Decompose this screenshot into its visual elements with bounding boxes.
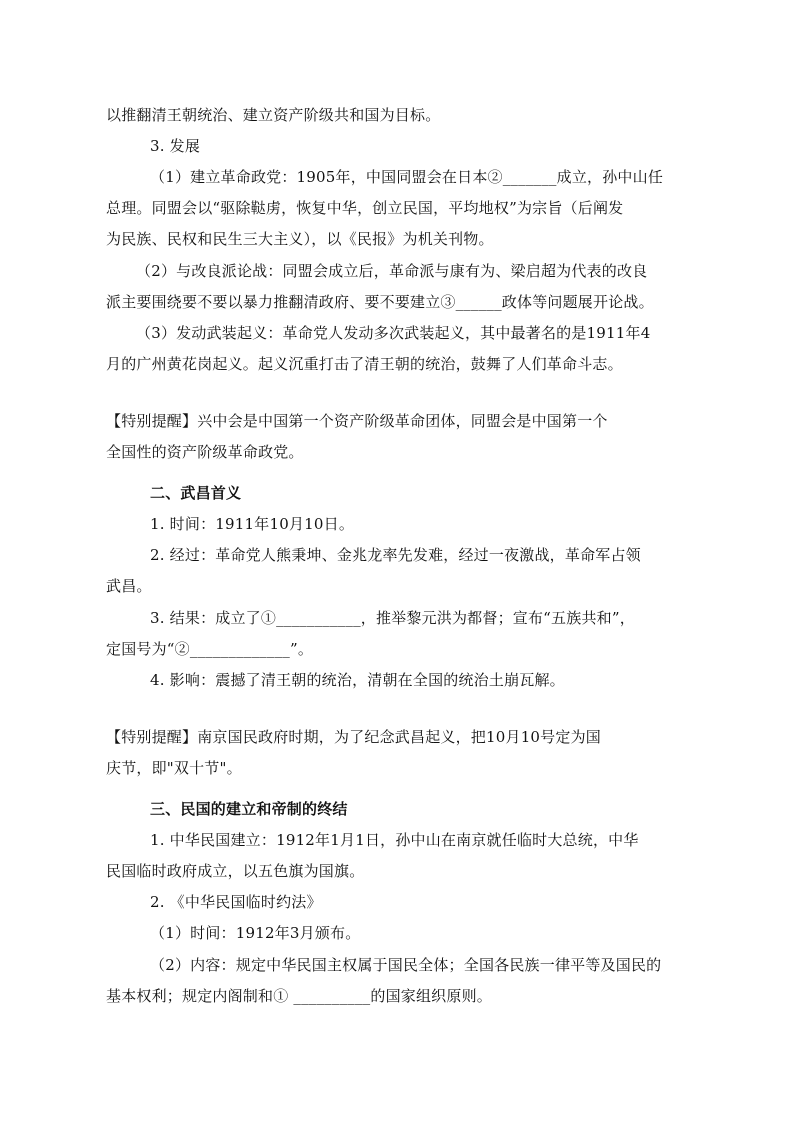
text-line: 派主要围绕要不要以暴力推翻清政府、要不要建立③______政体等问题展开论战。 — [106, 293, 654, 311]
text-line: 4. 影响：震撼了清王朝的统治，清朝在全国的统治土崩瓦解。 — [150, 671, 565, 689]
text-line: 2. 经过：革命党人熊秉坤、金兆龙率先发难，经过一夜激战，革命军占领 — [150, 546, 641, 564]
text-line: 为民族、民权和民生三大主义），以《民报》为机关刊物。 — [106, 230, 494, 248]
special-reminder-2-cont: 庆节，即"双十节"。 — [106, 759, 242, 777]
text-line: （1）时间：1912年3月颁布。 — [150, 924, 361, 942]
text-line: （3）发动武装起义：革命党人发动多次武装起义，其中最著名的是1911年4 — [136, 324, 651, 342]
text-line: 1. 中华民国建立：1912年1月1日，孙中山在南京就任临时大总统，中华 — [150, 831, 639, 849]
text-line: 1. 时间：1911年10月10日。 — [150, 515, 355, 533]
text-line: （2）内容：规定中华民国主权属于国民全体；全国各民族一律平等及国民的 — [150, 956, 662, 974]
section-heading-republic: 三、民国的建立和帝制的终结 — [150, 800, 348, 818]
text-line: 总理。同盟会以“驱除鞑虏，恢复中华，创立民国，平均地权”为宗旨（后阐发 — [106, 199, 624, 217]
text-line: 定国号为“②_____________”。 — [106, 640, 314, 658]
text-line: 武昌。 — [106, 577, 152, 595]
text-line: 基本权利；规定内阁制和① __________的国家组织原则。 — [106, 987, 492, 1005]
text-line: 月的广州黄花岗起义。起义沉重打击了清王朝的统治，鼓舞了人们革命斗志。 — [106, 355, 623, 373]
text-line: 以推翻清王朝统治、建立资产阶级共和国为目标。 — [106, 106, 441, 124]
text-line: 民国临时政府成立，以五色旗为国旗。 — [106, 862, 365, 880]
special-reminder-1-cont: 全国性的资产阶级革命政党。 — [106, 443, 304, 461]
text-line: 2. 《中华民国临时约法》 — [150, 893, 322, 911]
section-heading-wuchang: 二、武昌首义 — [150, 484, 242, 502]
text-line: （1）建立革命政党：1905年，中国同盟会在日本②_______成立，孙中山任 — [150, 168, 664, 186]
special-reminder-1: 【特别提醒】兴中会是中国第一个资产阶级革命团体，同盟会是中国第一个 — [106, 412, 608, 430]
text-line: 3. 结果：成立了①___________，推举黎元洪为都督；宣布“五族共和”， — [150, 609, 635, 627]
special-reminder-2: 【特别提醒】南京国民政府时期，为了纪念武昌起义，把10月10号定为国 — [106, 728, 601, 746]
section-heading-development: 3. 发展 — [150, 137, 201, 155]
text-line: （2）与改良派论战：同盟会成立后，革命派与康有为、梁启超为代表的改良 — [136, 262, 648, 280]
